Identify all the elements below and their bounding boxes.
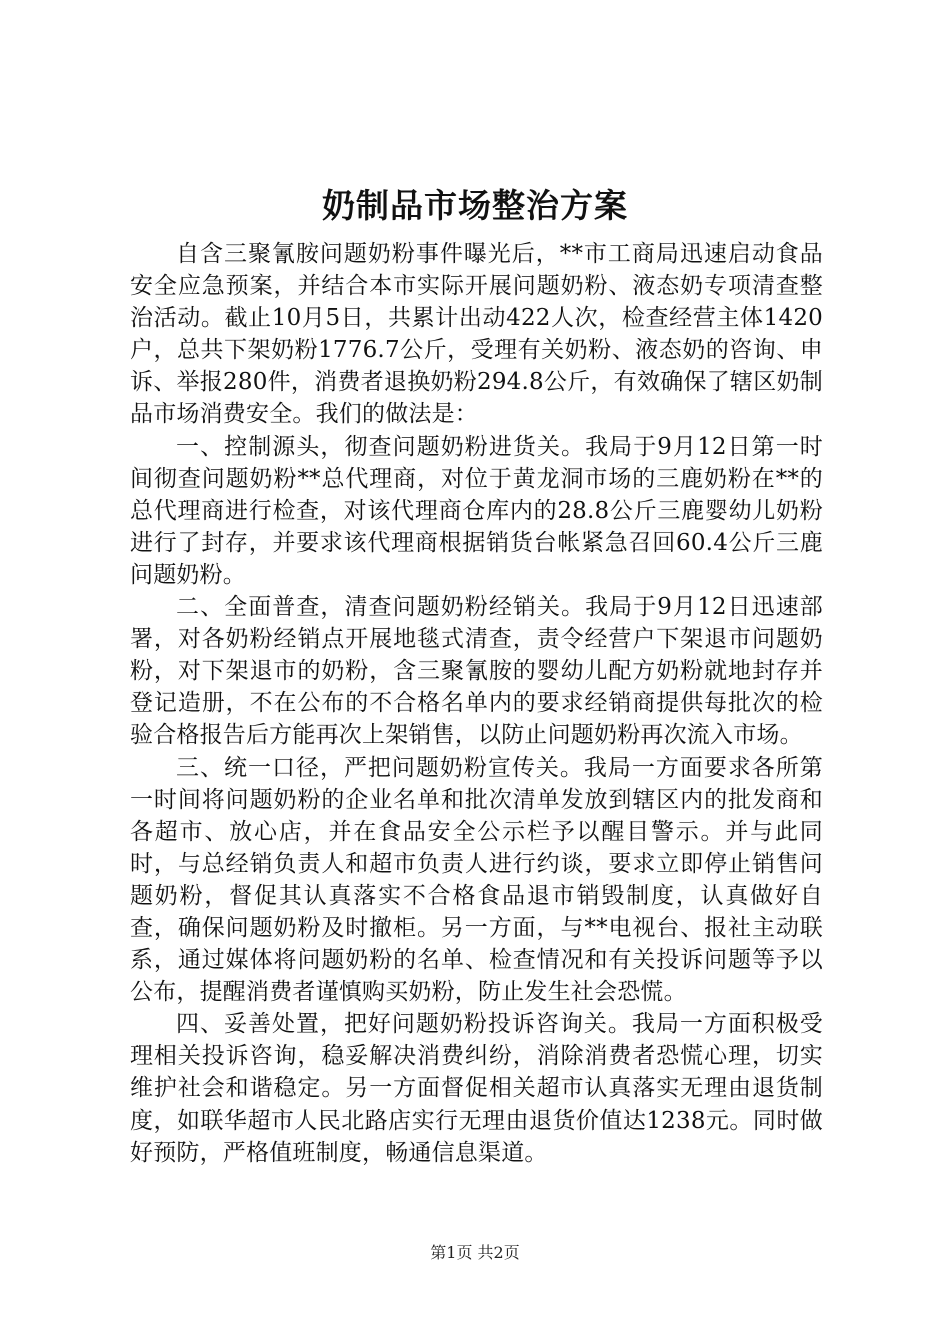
document-title: 奶制品市场整治方案 <box>322 186 628 225</box>
page-footer: 第1页 共2页 <box>430 1243 520 1262</box>
intro-paragraph: 自含三聚氰胺问题奶粉事件曝光后，**市工商局迅速启动食品安全应急预案，并结合本市实际开展问题奶粉、液态奶专项清查整治活动。截止10月5日，共累计出动422人次，检查经营主体1420户，总共下架奶粉1776.7公斤，受理有关奶粉、液态奶的咨询、申诉、举报280件，消费者退换奶粉294.8公斤，有效确保了辖区奶制品市场消费安全。我们的做法是： <box>130 241 823 428</box>
document-body <box>130 238 823 1169</box>
section-2-paragraph: 二、全面普查，清查问题奶粉经销关。我局于9月12日迅速部署，对各奶粉经销点开展地毯式清查，责令经营户下架退市问题奶粉，对下架退市的奶粉，含三聚氰胺的婴幼儿配方奶粉就地封存并登记造册，不在公布的不合格名单内的要求经销商提供每批次的检验合格报告后方能再次上架销售，以防止问题奶粉再次流入市场。 <box>130 594 823 749</box>
section-1-paragraph: 一、控制源头，彻查问题奶粉进货关。我局于9月12日第一时间彻查问题奶粉**总代理商，对位于黄龙洞市场的三鹿奶粉在**的总代理商进行检查，对该代理商仓库内的28.8公斤三鹿婴幼儿奶粉进行了封存，并要求该代理商根据销货台帐紧急召回60.4公斤三鹿问题奶粉。 <box>130 433 823 588</box>
section-3-paragraph: 三、统一口径，严把问题奶粉宣传关。我局一方面要求各所第一时间将问题奶粉的企业名单和批次清单发放到辖区内的批发商和各超市、放心店，并在食品安全公示栏予以醒目警示。并与此同时，与总经销负责人和超市负责人进行约谈，要求立即停止销售问题奶粉，督促其认真落实不合格食品退市销毁制度，认真做好自查，确保问题奶粉及时撤柜。另一方面，与**电视台、报社主动联系，通过媒体将问题奶粉的名单、检查情况和有关投诉问题等予以公布，提醒消费者谨慎购买奶粉，防止发生社会恐慌。 <box>130 754 823 1006</box>
section-4-paragraph: 四、妥善处置，把好问题奶粉投诉咨询关。我局一方面积极受理相关投诉咨询，稳妥解决消费纠纷，消除消费者恐慌心理，切实维护社会和谐稳定。另一方面督促相关超市认真落实无理由退货制度，如联华超市人民北路店实行无理由退货价值达1238元。同时做好预防，严格值班制度，畅通信息渠道。 <box>130 1011 823 1166</box>
